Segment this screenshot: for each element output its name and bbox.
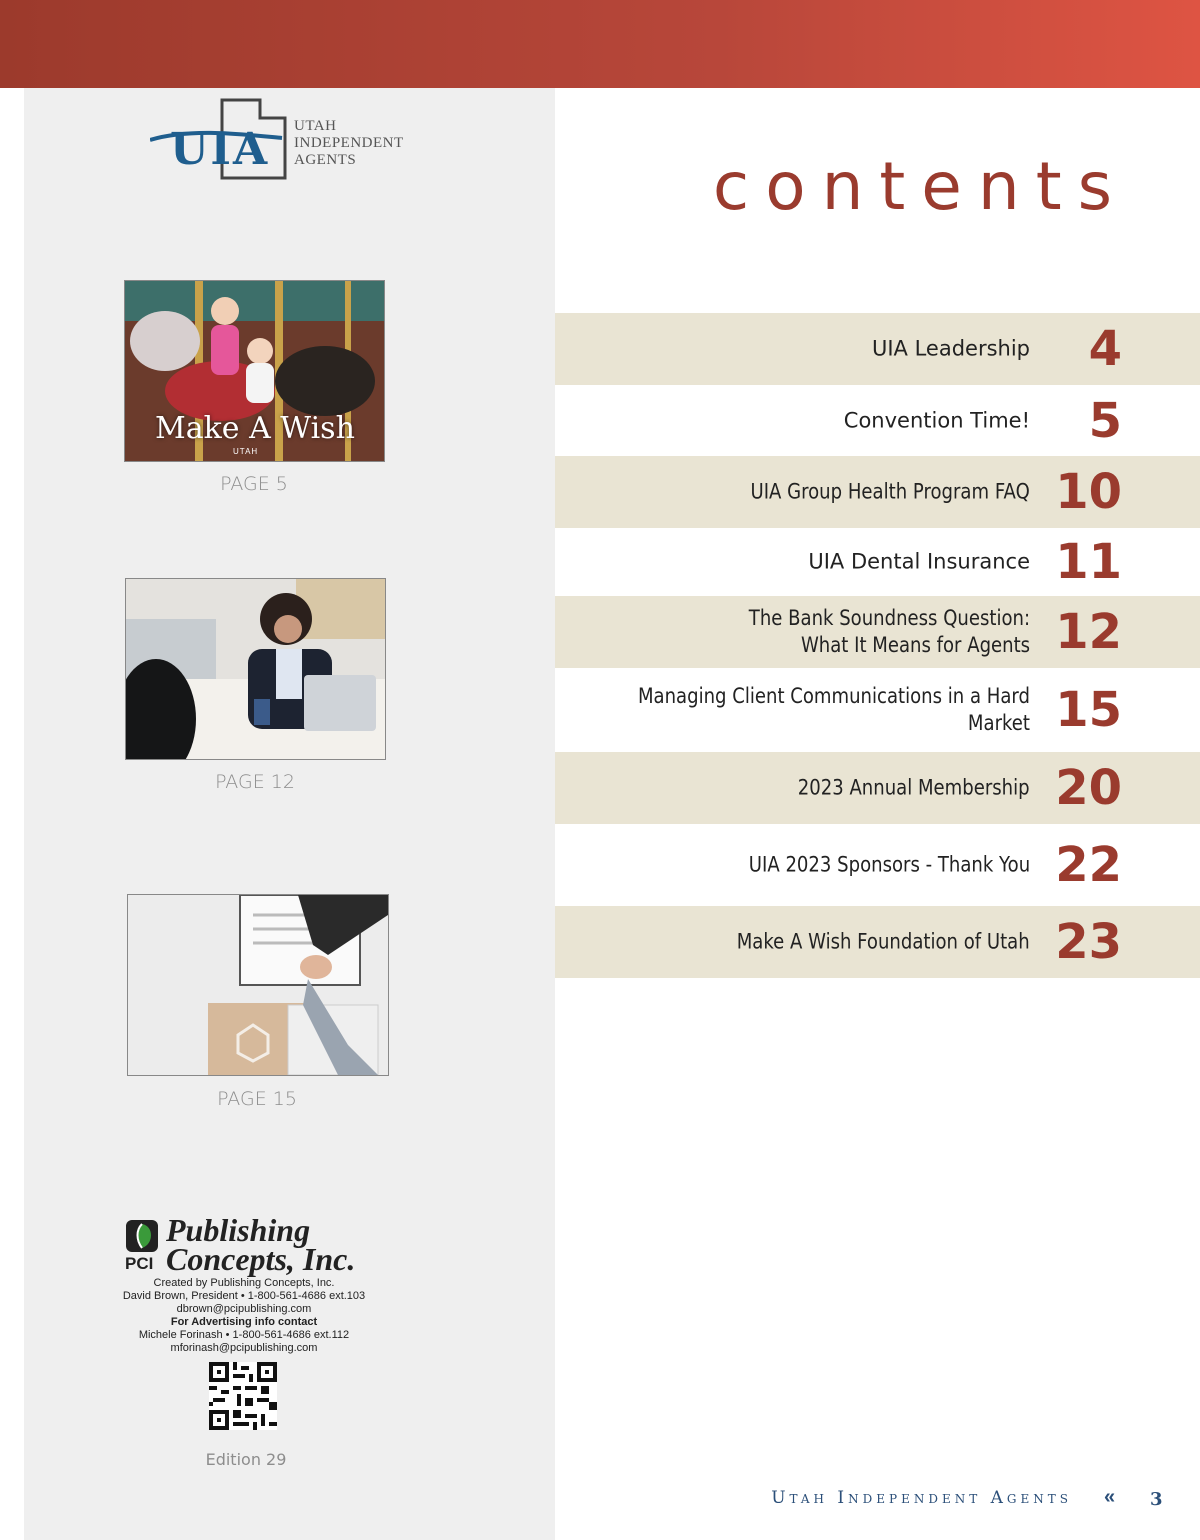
uia-logo	[150, 98, 430, 184]
toc-page-number: 12	[1055, 604, 1122, 660]
advertising-email[interactable]: mforinash@pcipublishing.com	[170, 1342, 318, 1354]
publisher-created-by: Created by Publishing Concepts, Inc.	[153, 1277, 335, 1289]
thumbnail-caption: PAGE 15	[217, 1088, 297, 1110]
edition-label: Edition 29	[205, 1450, 287, 1469]
advertising-contact: Michele Forinash • 1-800-561-4686 ext.112	[138, 1329, 350, 1341]
toc-page-number: 4	[1088, 321, 1122, 377]
logo-line-3: AGENTS	[294, 152, 357, 168]
make-a-wish-overlay: Make A Wish	[155, 411, 355, 446]
publisher-president-email[interactable]: dbrown@pcipublishing.com	[176, 1303, 312, 1315]
toc-page-number: 23	[1055, 914, 1122, 970]
thumbnail-hard-market[interactable]	[127, 894, 389, 1076]
pci-name-line-2: Concepts, Inc.	[166, 1241, 356, 1277]
publisher-info	[104, 1277, 384, 1355]
toc-page-number: 20	[1055, 760, 1122, 816]
logo-line-2: INDEPENDENT	[294, 135, 404, 151]
toc-title: Convention Time!	[843, 408, 1030, 433]
toc-title: UIA Group Health Program FAQ	[750, 479, 1030, 504]
toc-page-number: 22	[1055, 837, 1122, 893]
thumbnail-make-a-wish[interactable]	[124, 280, 385, 462]
pci-leaf-icon	[124, 1218, 160, 1254]
make-a-wish-overlay-sub: UTAH	[233, 447, 259, 456]
toc-row[interactable]	[555, 385, 1200, 457]
toc-page-number: 15	[1055, 682, 1122, 738]
toc-title: Make A Wish Foundation of Utah	[736, 929, 1030, 954]
toc-title: UIA 2023 Sponsors - Thank You	[748, 852, 1030, 877]
toc-title: 2023 Annual Membership	[798, 775, 1030, 800]
toc-page-number: 10	[1055, 464, 1122, 520]
toc-page-number: 11	[1055, 534, 1122, 590]
utah-state-icon	[150, 98, 290, 184]
pci-abbr: PCI	[125, 1254, 154, 1273]
handshake-photo	[128, 895, 388, 1075]
header-banner	[0, 0, 1200, 88]
publisher-president: David Brown, President • 1-800-561-4686 ext.103	[122, 1290, 366, 1302]
thumbnail-caption: PAGE 12	[215, 771, 295, 793]
toc-title: Managing Client Communications in a Hard Market	[637, 684, 1030, 735]
toc-row[interactable]	[555, 752, 1200, 824]
toc-row[interactable]	[555, 313, 1200, 385]
toc-row[interactable]	[555, 906, 1200, 978]
toc-page-number: 5	[1088, 393, 1122, 449]
thumbnail-bank-soundness[interactable]	[125, 578, 386, 760]
toc-title: UIA Leadership	[871, 336, 1030, 361]
pci-name	[166, 1212, 356, 1277]
page-title: contents	[712, 148, 1128, 225]
logo-wordmark	[294, 118, 404, 169]
toc-title: UIA Dental Insurance	[808, 549, 1030, 574]
pci-logo	[124, 1212, 384, 1278]
qr-code-icon[interactable]	[209, 1362, 277, 1430]
logo-line-1: UTAH	[294, 118, 337, 134]
toc-row[interactable]	[555, 456, 1200, 528]
page-number: 3	[1150, 1489, 1163, 1510]
toc-row[interactable]	[555, 596, 1200, 668]
pci-name-line-1: Publishing	[166, 1212, 311, 1248]
chevron-left-icon[interactable]: «	[1104, 1486, 1116, 1508]
toc-row[interactable]	[555, 824, 1200, 906]
toc-row[interactable]	[555, 668, 1200, 752]
svg-text:UIA: UIA	[170, 124, 270, 175]
toc-row[interactable]	[555, 528, 1200, 596]
thumbnail-caption: PAGE 5	[220, 473, 288, 495]
footer-brand: Utah Independent Agents	[771, 1488, 1072, 1508]
toc-title: The Bank Soundness Question: What It Means for Agents	[748, 606, 1030, 657]
advertising-heading: For Advertising info contact	[170, 1316, 318, 1328]
office-meeting-photo	[126, 579, 385, 759]
